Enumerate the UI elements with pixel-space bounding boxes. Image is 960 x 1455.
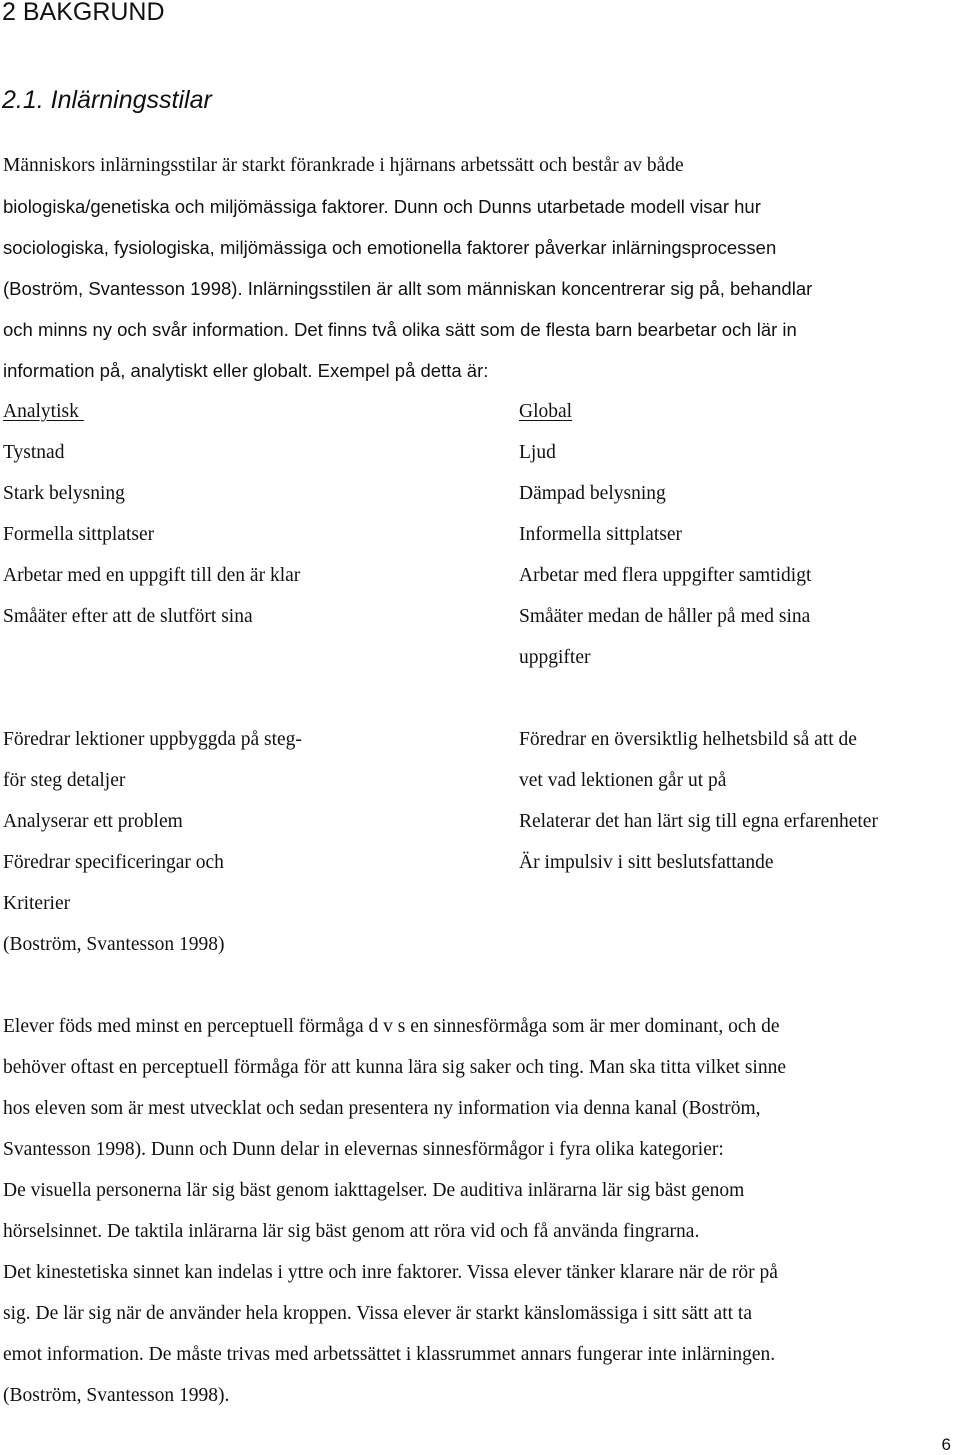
intro-line: biologiska/genetiska och miljömässiga faktorer. Dunn och Dunns utarbetade modell visar hur	[3, 196, 761, 217]
global-item: Småäter medan de håller på med sina	[519, 606, 811, 627]
citation: (Boström, Svantesson 1998)	[3, 934, 225, 955]
body-line: hos eleven som är mest utvecklat och sedan presentera ny information via denna kanal (Boström,	[3, 1098, 761, 1119]
global-item: vet vad lektionen går ut på	[519, 770, 727, 791]
body-line: Det kinestetiska sinnet kan indelas i yttre och inre faktorer. Vissa elever tänker klarare när de rör på	[3, 1262, 778, 1283]
global-heading: Global	[519, 401, 573, 422]
analytic-item: Analyserar ett problem	[3, 811, 183, 832]
global-item: Informella sittplatser	[519, 524, 682, 545]
intro-line: sociologiska, fysiologiska, miljömässiga och emotionella faktorer påverkar inlärningsprocessen	[3, 237, 777, 258]
analytic-heading: Analytisk	[3, 401, 79, 422]
analytic-item: Föredrar lektioner uppbyggda på steg-	[3, 729, 302, 750]
analytic-item: Tystnad	[3, 442, 65, 463]
intro-line: (Boström, Svantesson 1998). Inlärningsstilen är allt som människan koncentrerar sig på, behandlar	[3, 278, 813, 299]
analytic-item: Arbetar med en uppgift till den är klar	[3, 565, 301, 586]
analytic-item: Stark belysning	[3, 483, 125, 504]
body-line: Svantesson 1998). Dunn och Dunn delar in elevernas sinnesförmågor i fyra olika kategorier:	[3, 1139, 724, 1160]
body-line: hörselsinnet. De taktila inlärarna lär sig bäst genom att röra vid och få använda fingrarna.	[3, 1221, 700, 1242]
body-line: emot information. De måste trivas med arbetssättet i klassrummet annars fungerar inte inlärningen.	[3, 1344, 776, 1365]
analytic-item: Kriterier	[3, 893, 71, 914]
intro-line: information på, analytiskt eller globalt. Exempel på detta är:	[3, 360, 489, 381]
analytic-item: Föredrar specificeringar och	[3, 852, 224, 873]
subsection-heading: 2.1. Inlärningsstilar	[2, 86, 212, 114]
global-item: Ljud	[519, 442, 556, 463]
intro-line: Människors inlärningsstilar är starkt förankrade i hjärnans arbetssätt och består av både	[3, 155, 684, 176]
global-item: uppgifter	[519, 647, 591, 668]
intro-line: och minns ny och svår information. Det finns två olika sätt som de flesta barn bearbetar och lär in	[3, 319, 797, 340]
global-item: Dämpad belysning	[519, 483, 666, 504]
body-line: De visuella personerna lär sig bäst genom iakttagelser. De auditiva inlärarna lär sig bäst genom	[3, 1180, 745, 1201]
global-item: Relaterar det han lärt sig till egna erfarenheter	[519, 811, 878, 832]
body-line: behöver oftast en perceptuell förmåga för att kunna lära sig saker och ting. Man ska titta vilket sinne	[3, 1057, 786, 1078]
page-number: 6	[941, 1435, 951, 1454]
analytic-item: Småäter efter att de slutfört sina	[3, 606, 253, 627]
body-line: Elever föds med minst en perceptuell förmåga d v s en sinnesförmåga som är mer dominant, och de	[3, 1016, 780, 1037]
global-item: Föredrar en översiktlig helhetsbild så att de	[519, 729, 857, 750]
analytic-item: Formella sittplatser	[3, 524, 155, 545]
global-item: Är impulsiv i sitt beslutsfattande	[519, 852, 774, 873]
analytic-item: för steg detaljer	[3, 770, 126, 791]
section-heading: 2 BAKGRUND	[2, 0, 165, 26]
citation: (Boström, Svantesson 1998).	[3, 1385, 230, 1406]
global-item: Arbetar med flera uppgifter samtidigt	[519, 565, 812, 586]
body-line: sig. De lär sig när de använder hela kroppen. Vissa elever är starkt känslomässiga i sitt sätt att ta	[3, 1303, 752, 1324]
